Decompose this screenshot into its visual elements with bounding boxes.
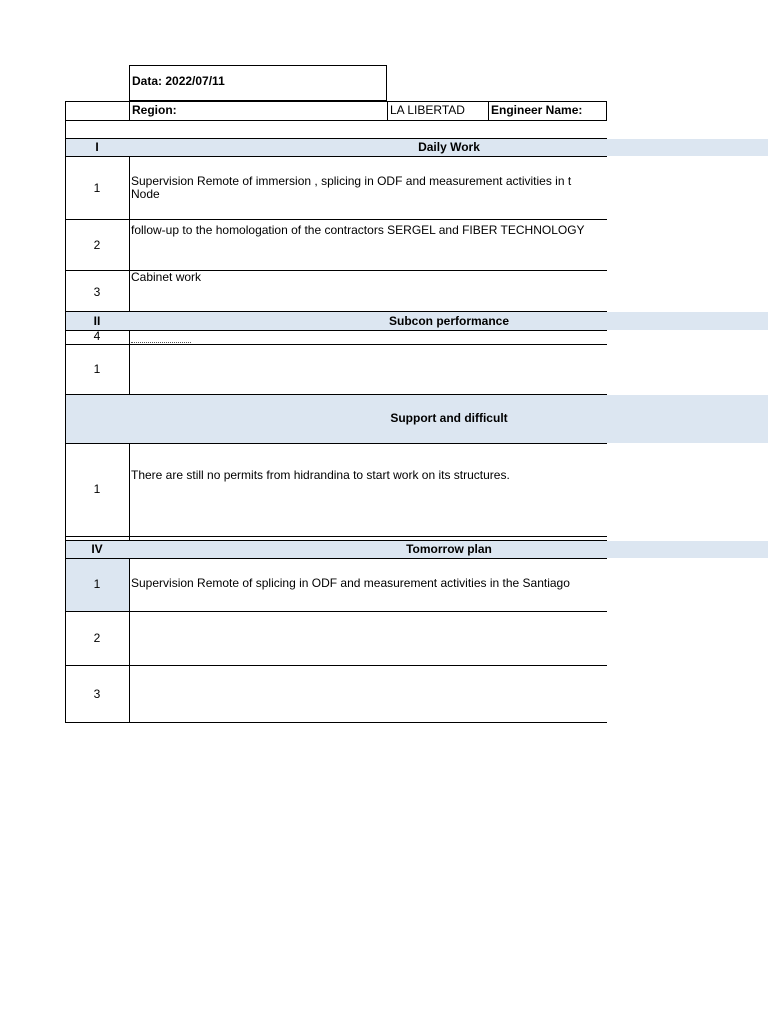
subcon-roman: II	[93, 314, 101, 328]
daily-work-title: Daily Work	[418, 140, 480, 154]
subcon-row-4-clipped-text	[131, 340, 606, 344]
region-row-left-cell	[65, 101, 130, 121]
daily-work-top-line	[65, 138, 607, 139]
engineer-label-cell	[488, 101, 607, 121]
region-label-cell	[129, 101, 388, 121]
tomorrow-title: Tomorrow plan	[406, 542, 492, 556]
support-row-1-text: There are still no permits from hidrandina to start work on its structures.	[131, 469, 510, 482]
daily-work-row-1-text-line1: Supervision Remote of immersion , splicing in ODF and measurement activities in t	[131, 175, 572, 188]
subcon-top-line	[65, 311, 607, 312]
subcon-row-4-number: 4	[93, 329, 101, 343]
tomorrow-row-1-number: 1	[93, 577, 101, 591]
daily-work-roman: I	[95, 140, 99, 154]
tomorrow-row-2-line	[65, 665, 607, 666]
subcon-bottom-line	[65, 330, 607, 331]
daily-work-row-3-text: Cabinet work	[131, 271, 202, 284]
tomorrow-bottom-line	[65, 558, 607, 559]
subcon-row-1-number: 1	[93, 362, 101, 376]
region-label: Region:	[132, 103, 177, 117]
support-title: Support and difficult	[390, 411, 508, 425]
date-label: Data: 2022/07/11	[132, 74, 225, 88]
tomorrow-top-line	[65, 540, 607, 541]
table-bottom-line	[65, 722, 607, 723]
region-value: LA LIBERTAD	[390, 103, 465, 117]
daily-work-row-2-text: follow-up to the homologation of the contractors SERGEL and FIBER TECHNOLOGY	[131, 224, 585, 237]
subcon-row-4-line	[65, 344, 607, 345]
daily-work-row-1-number: 1	[93, 181, 101, 195]
support-row-1-line	[65, 536, 607, 537]
daily-work-row-1-text-line2: Node	[131, 188, 160, 201]
engineer-label: Engineer Name:	[491, 103, 583, 117]
tomorrow-roman: IV	[91, 542, 103, 556]
tomorrow-row-1-line	[65, 611, 607, 612]
region-value-cell	[387, 101, 489, 121]
tomorrow-row-3-number: 3	[93, 687, 101, 701]
date-cell	[129, 65, 387, 101]
support-row-1-number: 1	[93, 482, 101, 496]
tomorrow-row-2-number: 2	[93, 631, 101, 645]
daily-work-row-2-number: 2	[93, 238, 101, 252]
daily-work-row-3-number: 3	[93, 285, 101, 299]
support-bottom-line	[65, 443, 607, 444]
tomorrow-row-1-text: Supervision Remote of splicing in ODF and measurement activities in the Santiago	[131, 577, 570, 590]
daily-work-row-1-line	[65, 219, 607, 220]
subcon-title: Subcon performance	[388, 314, 510, 328]
daily-work-bottom-line	[65, 156, 607, 157]
